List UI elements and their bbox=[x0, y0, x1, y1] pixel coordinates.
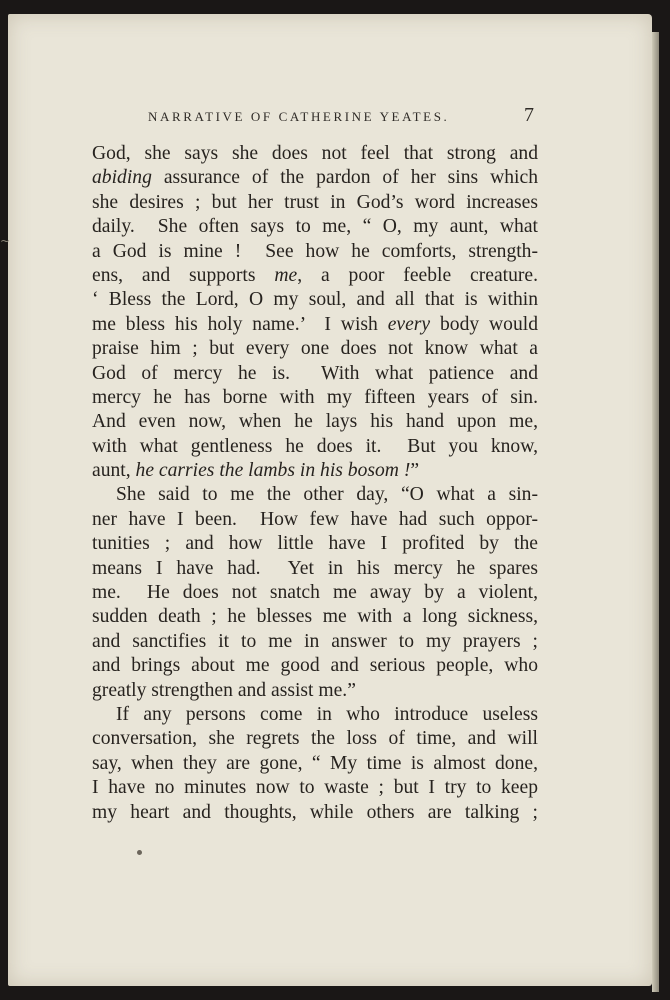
text-line bbox=[92, 703, 538, 727]
text-line bbox=[92, 288, 538, 312]
text-line bbox=[92, 630, 538, 654]
text-line bbox=[92, 776, 538, 800]
running-head: NARRATIVE OF CATHERINE YEATES. bbox=[148, 109, 450, 124]
text-line bbox=[92, 362, 538, 386]
text-line bbox=[92, 752, 538, 776]
text-span: God, she says she does not feel that strong and bbox=[92, 143, 538, 164]
body-text bbox=[92, 142, 538, 825]
text-span: praise him ; but every one does not know what a bbox=[92, 338, 538, 360]
text-span: with what gentleness he does it. But you know, bbox=[92, 435, 538, 457]
text-span: and brings about me good and serious people, who bbox=[92, 655, 538, 677]
text-span: body would bbox=[430, 313, 539, 335]
text-line bbox=[92, 508, 538, 532]
italic-text: every bbox=[387, 313, 431, 335]
text-span: assurance of the pardon of her sins which bbox=[151, 167, 538, 189]
text-span: greatly strengthen and assist me.” bbox=[92, 679, 356, 701]
text-span: my heart and thoughts, while others are talking ; bbox=[92, 801, 538, 823]
ink-spot bbox=[137, 850, 142, 855]
text-span: and sanctifies it to me in answer to my prayers ; bbox=[92, 630, 538, 652]
text-span: a God is mine ! See how he comforts, strength- bbox=[92, 240, 538, 262]
text-line bbox=[92, 557, 538, 581]
text-line bbox=[92, 459, 538, 483]
text-line bbox=[92, 337, 538, 361]
text-span: me bless his holy name.’ I wish bbox=[92, 313, 388, 335]
italic-text: abiding bbox=[92, 167, 152, 189]
text-span: me. He does not snatch me away by a violent, bbox=[92, 582, 538, 604]
text-line bbox=[92, 215, 538, 239]
text-line bbox=[92, 581, 538, 605]
text-line bbox=[92, 727, 538, 751]
page-number: 7 bbox=[524, 104, 534, 126]
text-line bbox=[92, 679, 538, 703]
text-span: , a poor feeble creature. bbox=[297, 264, 538, 286]
text-line bbox=[92, 166, 538, 190]
text-line bbox=[92, 142, 538, 166]
text-span: And even now, when he lays his hand upon me, bbox=[92, 411, 538, 433]
text-span: I have no minutes now to waste ; but I try to keep bbox=[92, 777, 538, 799]
text-span: If any persons come in who introduce useless bbox=[116, 703, 538, 725]
text-line bbox=[92, 191, 538, 215]
text-line bbox=[92, 435, 538, 459]
text-span: say, when they are gone, “ My time is almost done, bbox=[92, 752, 538, 774]
text-line bbox=[92, 264, 538, 288]
text-span: she desires ; but her trust in God’s word increases bbox=[92, 191, 538, 213]
text-span: ‘ Bless the Lord, O my soul, and all that is within bbox=[92, 289, 538, 311]
italic-text: me bbox=[274, 264, 298, 286]
text-line bbox=[92, 801, 538, 825]
text-span: God of mercy he is. With what patience and bbox=[92, 362, 538, 384]
text-span: ner have I been. How few have had such oppor- bbox=[92, 508, 538, 530]
text-span: daily. She often says to me, “ O, my aunt, what bbox=[92, 216, 538, 238]
text-span: She said to me the other day, “O what a sin- bbox=[116, 484, 538, 506]
text-line bbox=[92, 313, 538, 337]
page-edge bbox=[652, 32, 659, 992]
text-span: conversation, she regrets the loss of time, and will bbox=[92, 728, 538, 750]
text-line bbox=[92, 386, 538, 410]
margin-mark: ~ bbox=[0, 234, 11, 248]
text-span: tunities ; and how little have I profited by the bbox=[92, 533, 538, 555]
text-span: sudden death ; he blesses me with a long sickness, bbox=[92, 606, 538, 628]
text-line bbox=[92, 605, 538, 629]
text-span: aunt, bbox=[92, 460, 136, 482]
text-line bbox=[92, 240, 538, 264]
text-span: ” bbox=[410, 460, 420, 482]
italic-text: he carries the lambs in his bosom ! bbox=[135, 460, 411, 482]
text-line bbox=[92, 410, 538, 434]
text-line bbox=[92, 654, 538, 678]
text-span: mercy he has borne with my fifteen years of sin. bbox=[92, 386, 538, 408]
text-span: means I have had. Yet in his mercy he spares bbox=[92, 557, 538, 579]
text-line bbox=[92, 532, 538, 556]
text-line bbox=[92, 483, 538, 507]
text-span: ens, and supports bbox=[92, 264, 275, 286]
